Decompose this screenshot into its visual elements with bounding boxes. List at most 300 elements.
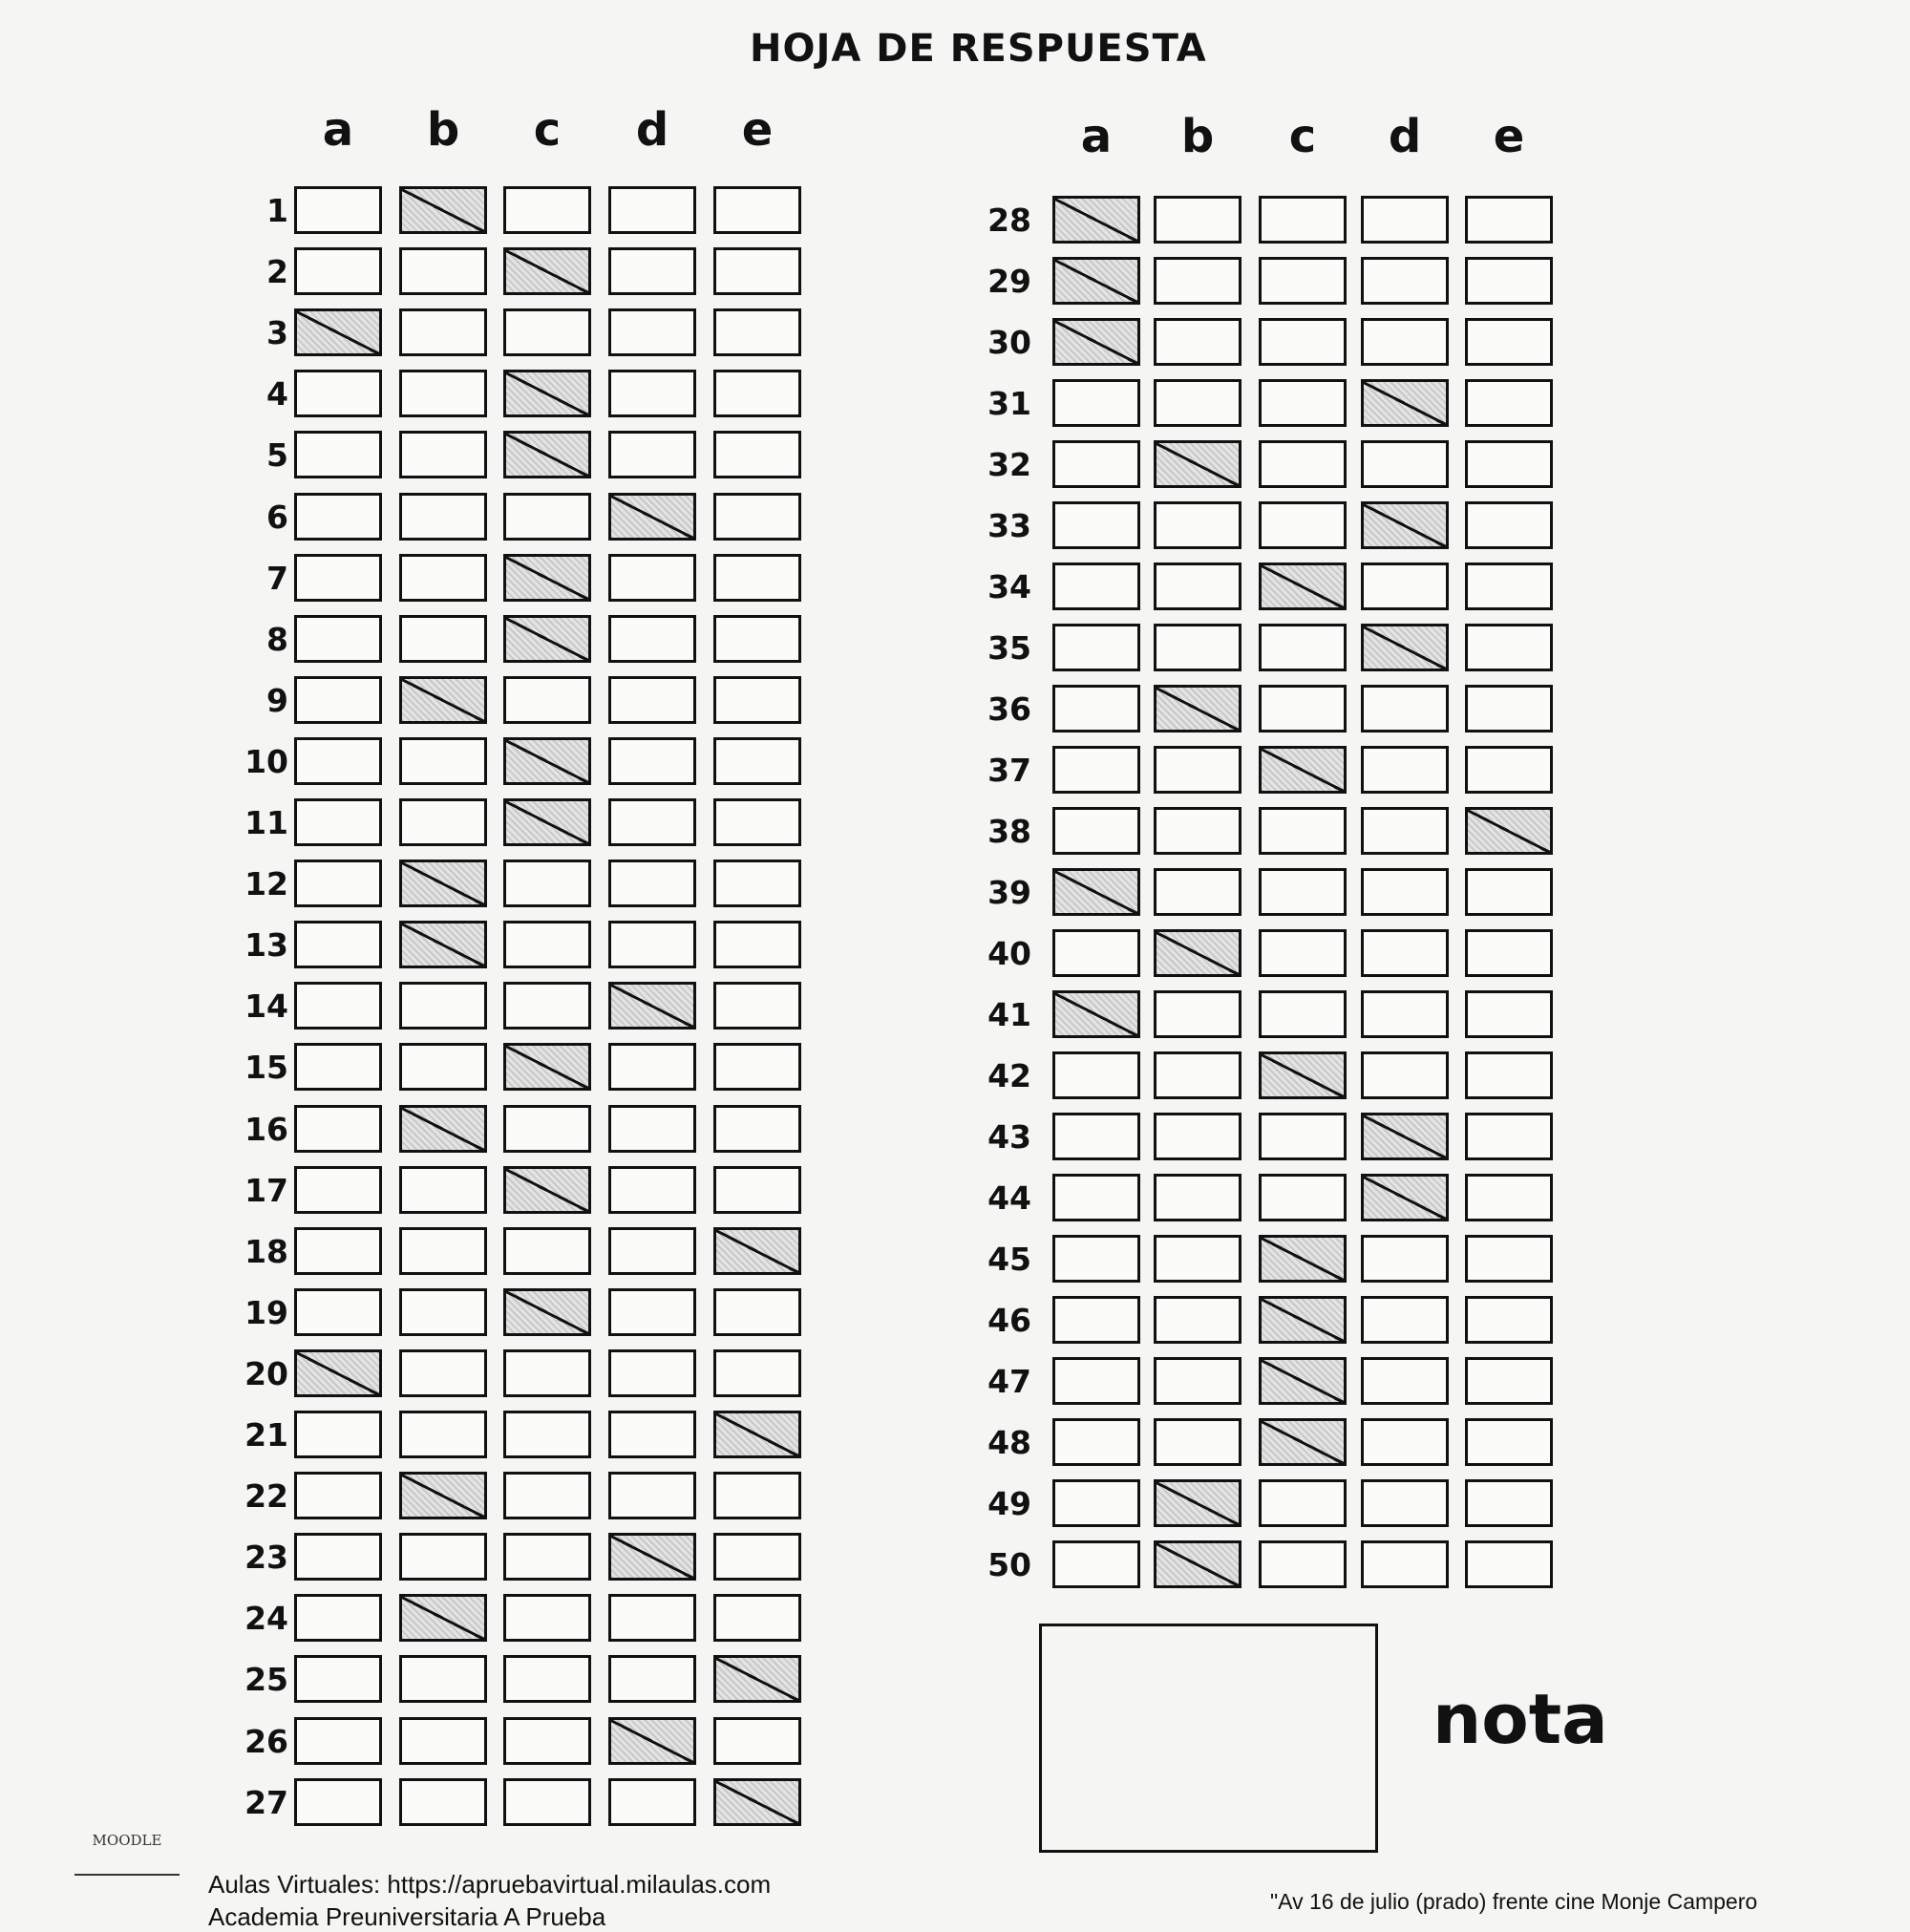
answer-box-q33-b[interactable] [1154,501,1242,549]
question-number: 23 [244,1539,288,1577]
answer-box-q23-d[interactable] [608,1533,696,1581]
answer-box-q36-e[interactable] [1465,685,1553,732]
answer-box-q25-e[interactable] [713,1655,801,1703]
answer-box-q10-a[interactable] [294,737,382,785]
answer-box-q33-a[interactable] [1052,501,1140,549]
answer-box-q38-b[interactable] [1154,807,1242,855]
answer-box-q47-e[interactable] [1465,1357,1553,1405]
answer-box-q9-c[interactable] [503,676,591,724]
answer-box-q8-e[interactable] [713,615,801,663]
answer-box-q16-d[interactable] [608,1105,696,1153]
answer-box-q28-a[interactable] [1052,196,1140,244]
sheet-title: HOJA DE RESPUESTA [750,27,1207,71]
answer-box-q25-b[interactable] [399,1655,487,1703]
answer-box-q24-a[interactable] [294,1594,382,1642]
answer-box-q28-e[interactable] [1465,196,1553,244]
answer-box-q33-e[interactable] [1465,501,1553,549]
question-number: 40 [987,935,1031,972]
answer-box-q33-c[interactable] [1259,501,1347,549]
answer-box-q26-c[interactable] [503,1717,591,1765]
answer-box-q18-e[interactable] [713,1227,801,1275]
answer-box-q46-c[interactable] [1259,1296,1347,1344]
answer-box-q49-c[interactable] [1259,1479,1347,1527]
answer-box-q47-b[interactable] [1154,1357,1242,1405]
answer-box-q32-a[interactable] [1052,440,1140,488]
answer-box-q16-c[interactable] [503,1105,591,1153]
answer-box-q34-e[interactable] [1465,563,1553,610]
answer-box-q39-a[interactable] [1052,868,1140,916]
question-number: 7 [266,559,288,597]
answer-box-q48-d[interactable] [1361,1418,1449,1466]
answer-box-q44-d[interactable] [1361,1174,1449,1221]
question-number: 12 [244,865,288,903]
answer-box-q19-c[interactable] [503,1288,591,1336]
column-header-a: a [1080,110,1113,163]
question-number: 15 [244,1049,288,1087]
answer-box-q36-d[interactable] [1361,685,1449,732]
answer-box-q7-a[interactable] [294,554,382,602]
answer-box-q34-d[interactable] [1361,563,1449,610]
answer-box-q18-d[interactable] [608,1227,696,1275]
answer-box-q25-d[interactable] [608,1655,696,1703]
question-number: 19 [244,1293,288,1331]
answer-box-q15-d[interactable] [608,1043,696,1091]
column-header-d: d [635,103,669,157]
answer-box-q11-a[interactable] [294,798,382,846]
answer-box-q30-c[interactable] [1259,318,1347,366]
answer-box-q31-c[interactable] [1259,379,1347,427]
answer-box-q32-b[interactable] [1154,440,1242,488]
answer-box-q42-c[interactable] [1259,1051,1347,1099]
question-number: 8 [266,620,288,658]
answer-box-q42-e[interactable] [1465,1051,1553,1099]
answer-box-q27-d[interactable] [608,1778,696,1826]
answer-box-q16-e[interactable] [713,1105,801,1153]
answer-box-q7-d[interactable] [608,554,696,602]
answer-box-q40-b[interactable] [1154,929,1242,977]
answer-box-q35-c[interactable] [1259,624,1347,671]
answer-box-q2-c[interactable] [503,247,591,295]
answer-box-q37-b[interactable] [1154,746,1242,794]
answer-box-q44-b[interactable] [1154,1174,1242,1221]
answer-box-q9-b[interactable] [399,676,487,724]
answer-box-q26-d[interactable] [608,1717,696,1765]
answer-box-q12-b[interactable] [399,860,487,907]
column-header-a: a [322,103,354,157]
question-number: 39 [987,874,1031,911]
question-number: 49 [987,1485,1031,1522]
question-number: 44 [987,1179,1031,1217]
answer-box-q42-d[interactable] [1361,1051,1449,1099]
answer-box-q29-c[interactable] [1259,257,1347,305]
answer-box-q22-c[interactable] [503,1472,591,1519]
answer-box-q26-a[interactable] [294,1717,382,1765]
answer-box-q8-d[interactable] [608,615,696,663]
answer-box-q45-d[interactable] [1361,1235,1449,1283]
answer-box-q44-a[interactable] [1052,1174,1140,1221]
question-number: 37 [987,752,1031,789]
answer-box-q30-b[interactable] [1154,318,1242,366]
answer-box-q41-e[interactable] [1465,990,1553,1038]
answer-box-q37-c[interactable] [1259,746,1347,794]
answer-box-q49-e[interactable] [1465,1479,1553,1527]
answer-box-q36-c[interactable] [1259,685,1347,732]
answer-box-q39-d[interactable] [1361,868,1449,916]
answer-box-q26-e[interactable] [713,1717,801,1765]
answer-box-q23-a[interactable] [294,1533,382,1581]
answer-box-q13-b[interactable] [399,921,487,968]
question-number: 26 [244,1722,288,1760]
question-number: 47 [987,1363,1031,1400]
column-header-c: c [533,103,562,157]
answer-box-q11-b[interactable] [399,798,487,846]
answer-box-q48-e[interactable] [1465,1418,1553,1466]
answer-box-q12-e[interactable] [713,860,801,907]
answer-box-q40-e[interactable] [1465,929,1553,977]
question-number: 43 [987,1118,1031,1156]
answer-box-q22-b[interactable] [399,1472,487,1519]
answer-box-q20-a[interactable] [294,1349,382,1397]
answer-box-q8-c[interactable] [503,615,591,663]
answer-box-q27-b[interactable] [399,1778,487,1826]
answer-box-q19-b[interactable] [399,1288,487,1336]
answer-box-q40-a[interactable] [1052,929,1140,977]
answer-box-q44-c[interactable] [1259,1174,1347,1221]
answer-box-q5-c[interactable] [503,431,591,478]
answer-box-q49-d[interactable] [1361,1479,1449,1527]
answer-box-q48-c[interactable] [1259,1418,1347,1466]
answer-box-q38-e[interactable] [1465,807,1553,855]
answer-box-q28-c[interactable] [1259,196,1347,244]
column-header-e: e [1493,110,1525,163]
question-number: 11 [244,804,288,841]
answer-box-q4-c[interactable] [503,370,591,417]
answer-box-q36-a[interactable] [1052,685,1140,732]
answer-box-q6-a[interactable] [294,493,382,541]
question-number: 48 [987,1424,1031,1461]
answer-box-q15-e[interactable] [713,1043,801,1091]
answer-box-q31-d[interactable] [1361,379,1449,427]
answer-box-q28-d[interactable] [1361,196,1449,244]
question-number: 45 [987,1241,1031,1278]
answer-box-q5-e[interactable] [713,431,801,478]
answer-box-q11-c[interactable] [503,798,591,846]
answer-box-q10-b[interactable] [399,737,487,785]
answer-box-q27-a[interactable] [294,1778,382,1826]
answer-box-q46-a[interactable] [1052,1296,1140,1344]
answer-box-q8-b[interactable] [399,615,487,663]
column-header-c: c [1288,110,1317,163]
answer-box-q5-a[interactable] [294,431,382,478]
grade-label: nota [1432,1679,1608,1759]
answer-box-q20-c[interactable] [503,1349,591,1397]
answer-box-q43-b[interactable] [1154,1113,1242,1160]
answer-box-q49-a[interactable] [1052,1479,1140,1527]
answer-box-q23-c[interactable] [503,1533,591,1581]
answer-box-q31-b[interactable] [1154,379,1242,427]
answer-box-q38-c[interactable] [1259,807,1347,855]
answer-box-q1-d[interactable] [608,186,696,234]
answer-box-q23-b[interactable] [399,1533,487,1581]
answer-box-q48-b[interactable] [1154,1418,1242,1466]
answer-box-q14-c[interactable] [503,982,591,1030]
answer-box-q49-b[interactable] [1154,1479,1242,1527]
answer-box-q47-c[interactable] [1259,1357,1347,1405]
moodle-logo: MOODLE [74,1832,180,1876]
answer-box-q38-d[interactable] [1361,807,1449,855]
answer-box-q10-e[interactable] [713,737,801,785]
answer-box-q30-e[interactable] [1465,318,1553,366]
answer-box-q50-a[interactable] [1052,1540,1140,1588]
answer-box-q45-b[interactable] [1154,1235,1242,1283]
question-number: 24 [244,1600,288,1638]
question-number: 30 [987,324,1031,361]
answer-box-q41-d[interactable] [1361,990,1449,1038]
answer-box-q4-d[interactable] [608,370,696,417]
answer-box-q39-e[interactable] [1465,868,1553,916]
answer-box-q20-e[interactable] [713,1349,801,1397]
answer-box-q14-b[interactable] [399,982,487,1030]
answer-box-q13-d[interactable] [608,921,696,968]
answer-box-q34-a[interactable] [1052,563,1140,610]
column-header-e: e [741,103,774,157]
question-number: 18 [244,1232,288,1270]
answer-box-q21-e[interactable] [713,1411,801,1458]
answer-box-q4-a[interactable] [294,370,382,417]
answer-box-q26-b[interactable] [399,1717,487,1765]
question-number: 32 [987,446,1031,483]
answer-box-q17-a[interactable] [294,1166,382,1214]
answer-box-q46-b[interactable] [1154,1296,1242,1344]
answer-box-q9-d[interactable] [608,676,696,724]
answer-box-q21-a[interactable] [294,1411,382,1458]
answer-box-q18-c[interactable] [503,1227,591,1275]
answer-box-q11-e[interactable] [713,798,801,846]
answer-box-q25-c[interactable] [503,1655,591,1703]
answer-box-q7-b[interactable] [399,554,487,602]
answer-box-q1-b[interactable] [399,186,487,234]
answer-box-q30-d[interactable] [1361,318,1449,366]
answer-box-q32-c[interactable] [1259,440,1347,488]
answer-box-q43-d[interactable] [1361,1113,1449,1160]
answer-box-q1-c[interactable] [503,186,591,234]
answer-box-q36-b[interactable] [1154,685,1242,732]
answer-box-q19-a[interactable] [294,1288,382,1336]
column-header-d: d [1388,110,1422,163]
answer-box-q29-a[interactable] [1052,257,1140,305]
answer-box-q35-e[interactable] [1465,624,1553,671]
question-number: 6 [266,498,288,536]
answer-box-q29-d[interactable] [1361,257,1449,305]
answer-box-q39-c[interactable] [1259,868,1347,916]
answer-box-q19-e[interactable] [713,1288,801,1336]
answer-box-q24-d[interactable] [608,1594,696,1642]
answer-box-q5-b[interactable] [399,431,487,478]
answer-box-q12-d[interactable] [608,860,696,907]
answer-box-q45-c[interactable] [1259,1235,1347,1283]
answer-box-q4-e[interactable] [713,370,801,417]
answer-box-q44-e[interactable] [1465,1174,1553,1221]
question-number: 14 [244,987,288,1026]
answer-box-q15-c[interactable] [503,1043,591,1091]
question-number: 22 [244,1477,288,1516]
answer-box-q35-a[interactable] [1052,624,1140,671]
answer-box-q43-c[interactable] [1259,1113,1347,1160]
answer-box-q30-a[interactable] [1052,318,1140,366]
answer-box-q47-a[interactable] [1052,1357,1140,1405]
answer-box-q23-e[interactable] [713,1533,801,1581]
answer-box-q40-d[interactable] [1361,929,1449,977]
answer-box-q3-b[interactable] [399,308,487,356]
answer-box-q43-e[interactable] [1465,1113,1553,1160]
answer-box-q22-d[interactable] [608,1472,696,1519]
answer-box-q46-e[interactable] [1465,1296,1553,1344]
question-number: 17 [244,1171,288,1209]
answer-box-q42-b[interactable] [1154,1051,1242,1099]
answer-box-q21-b[interactable] [399,1411,487,1458]
answer-box-q18-b[interactable] [399,1227,487,1275]
answer-box-q17-d[interactable] [608,1166,696,1214]
answer-box-q47-d[interactable] [1361,1357,1449,1405]
answer-box-q29-b[interactable] [1154,257,1242,305]
answer-box-q13-a[interactable] [294,921,382,968]
answer-box-q27-c[interactable] [503,1778,591,1826]
answer-box-q1-a[interactable] [294,186,382,234]
answer-box-q37-a[interactable] [1052,746,1140,794]
answer-box-q13-e[interactable] [713,921,801,968]
answer-box-q22-a[interactable] [294,1472,382,1519]
answer-box-q22-e[interactable] [713,1472,801,1519]
answer-box-q50-d[interactable] [1361,1540,1449,1588]
answer-box-q34-c[interactable] [1259,563,1347,610]
answer-box-q21-d[interactable] [608,1411,696,1458]
answer-box-q3-e[interactable] [713,308,801,356]
answer-box-q28-b[interactable] [1154,196,1242,244]
answer-box-q48-a[interactable] [1052,1418,1140,1466]
answer-box-q3-c[interactable] [503,308,591,356]
answer-box-q37-d[interactable] [1361,746,1449,794]
question-number: 41 [987,996,1031,1033]
answer-box-q45-a[interactable] [1052,1235,1140,1283]
answer-box-q2-d[interactable] [608,247,696,295]
answer-box-q25-a[interactable] [294,1655,382,1703]
answer-box-q34-b[interactable] [1154,563,1242,610]
answer-box-q20-b[interactable] [399,1349,487,1397]
question-number: 50 [987,1546,1031,1583]
question-number: 20 [244,1354,288,1392]
answer-box-q15-b[interactable] [399,1043,487,1091]
answer-box-q2-b[interactable] [399,247,487,295]
answer-box-q42-a[interactable] [1052,1051,1140,1099]
answer-box-q2-e[interactable] [713,247,801,295]
answer-box-q8-a[interactable] [294,615,382,663]
question-number: 25 [244,1661,288,1699]
answer-box-q18-a[interactable] [294,1227,382,1275]
answer-box-q13-c[interactable] [503,921,591,968]
answer-box-q14-a[interactable] [294,982,382,1030]
answer-box-q14-e[interactable] [713,982,801,1030]
answer-box-q6-b[interactable] [399,493,487,541]
answer-box-q29-e[interactable] [1465,257,1553,305]
answer-box-q45-e[interactable] [1465,1235,1553,1283]
answer-box-q6-d[interactable] [608,493,696,541]
answer-box-q37-e[interactable] [1465,746,1553,794]
answer-box-q40-c[interactable] [1259,929,1347,977]
answer-box-q17-c[interactable] [503,1166,591,1214]
answer-box-q16-b[interactable] [399,1105,487,1153]
answer-box-q14-d[interactable] [608,982,696,1030]
answer-box-q12-a[interactable] [294,860,382,907]
answer-box-q32-e[interactable] [1465,440,1553,488]
answer-box-q35-d[interactable] [1361,624,1449,671]
question-number: 28 [987,202,1031,239]
answer-box-q41-a[interactable] [1052,990,1140,1038]
answer-box-q24-e[interactable] [713,1594,801,1642]
answer-box-q50-b[interactable] [1154,1540,1242,1588]
answer-box-q33-d[interactable] [1361,501,1449,549]
question-number: 21 [244,1416,288,1454]
answer-box-q7-e[interactable] [713,554,801,602]
answer-box-q7-c[interactable] [503,554,591,602]
answer-box-q50-e[interactable] [1465,1540,1553,1588]
answer-box-q46-d[interactable] [1361,1296,1449,1344]
answer-box-q41-b[interactable] [1154,990,1242,1038]
answer-box-q24-c[interactable] [503,1594,591,1642]
answer-box-q1-e[interactable] [713,186,801,234]
answer-box-q11-d[interactable] [608,798,696,846]
answer-box-q50-c[interactable] [1259,1540,1347,1588]
answer-box-q43-a[interactable] [1052,1113,1140,1160]
answer-box-q32-d[interactable] [1361,440,1449,488]
answer-box-q15-a[interactable] [294,1043,382,1091]
answer-box-q12-c[interactable] [503,860,591,907]
answer-box-q38-a[interactable] [1052,807,1140,855]
answer-box-q31-a[interactable] [1052,379,1140,427]
answer-box-q9-a[interactable] [294,676,382,724]
answer-box-q4-b[interactable] [399,370,487,417]
answer-box-q9-e[interactable] [713,676,801,724]
answer-box-q6-c[interactable] [503,493,591,541]
answer-box-q24-b[interactable] [399,1594,487,1642]
column-header-b: b [426,103,460,157]
answer-box-q17-b[interactable] [399,1166,487,1214]
answer-box-q27-e[interactable] [713,1778,801,1826]
answer-box-q2-a[interactable] [294,247,382,295]
question-number: 27 [244,1783,288,1821]
answer-box-q10-d[interactable] [608,737,696,785]
answer-box-q17-e[interactable] [713,1166,801,1214]
answer-box-q16-a[interactable] [294,1105,382,1153]
answer-box-q21-c[interactable] [503,1411,591,1458]
question-number: 10 [244,742,288,780]
answer-box-q41-c[interactable] [1259,990,1347,1038]
question-number: 5 [266,436,288,475]
answer-box-q3-d[interactable] [608,308,696,356]
answer-box-q10-c[interactable] [503,737,591,785]
answer-box-q39-b[interactable] [1154,868,1242,916]
question-number: 42 [987,1057,1031,1094]
answer-box-q5-d[interactable] [608,431,696,478]
answer-box-q35-b[interactable] [1154,624,1242,671]
answer-box-q20-d[interactable] [608,1349,696,1397]
footer-academia: Academia Preuniversitaria A Prueba [208,1902,606,1931]
grade-box [1039,1624,1378,1853]
answer-box-q3-a[interactable] [294,308,382,356]
question-number: 1 [266,192,288,229]
answer-box-q19-d[interactable] [608,1288,696,1336]
answer-box-q6-e[interactable] [713,493,801,541]
answer-box-q31-e[interactable] [1465,379,1553,427]
